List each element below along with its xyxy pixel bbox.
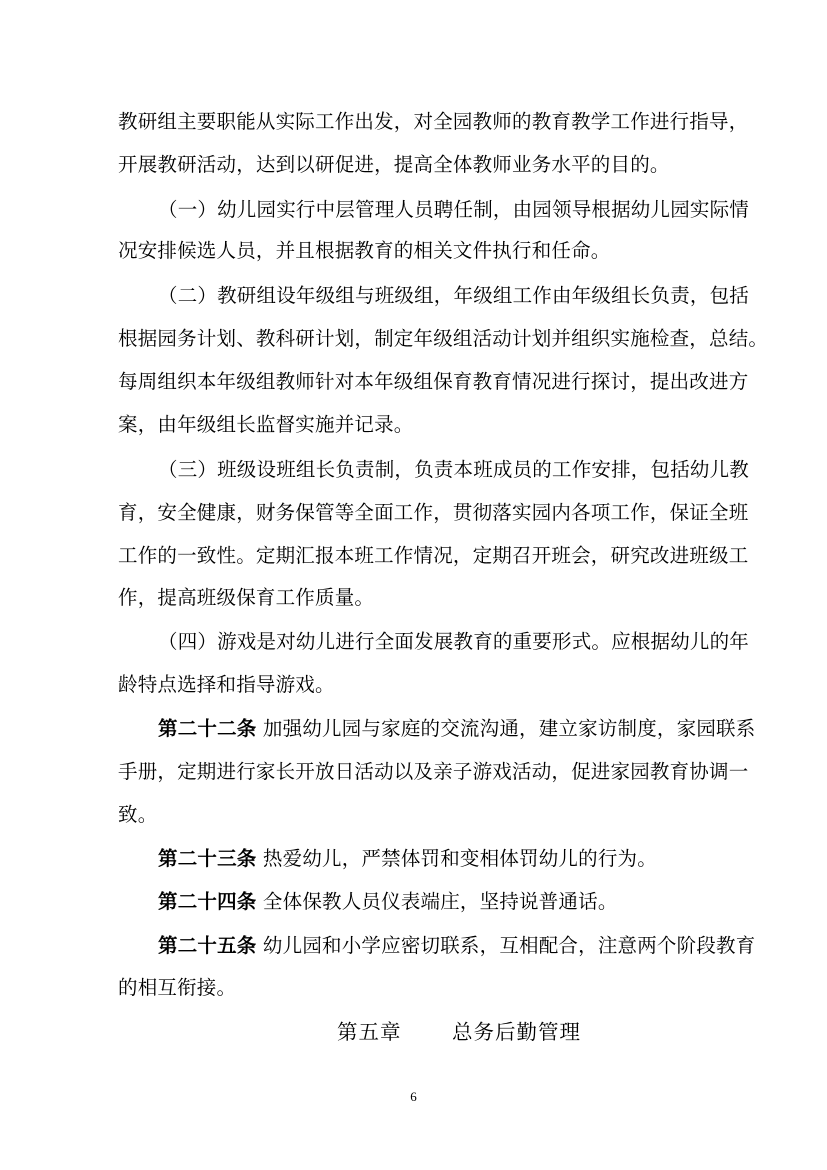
paragraph-line: （四）游戏是对幼儿进行全面发展教育的重要形式。应根据幼儿的年 — [158, 630, 750, 653]
paragraph-line: 根据园务计划、教科研计划，制定年级组活动计划并组织实施检查，总结。 — [118, 327, 769, 350]
paragraph-line: （二）教研组设年级组与班级组，年级组工作由年级组长负责，包括 — [158, 284, 750, 307]
paragraph-line: 工作的一致性。定期汇报本班工作情况，定期召开班会，研究改进班级工 — [118, 544, 749, 567]
paragraph-line: 况安排候选人员，并且根据教育的相关文件执行和任命。 — [118, 239, 611, 262]
article-25 — [158, 931, 798, 961]
article-text: 幼儿园和小学应密切联系，互相配合，注意两个阶段教育 — [262, 934, 756, 957]
article-number: 第二十五条 — [158, 934, 257, 957]
article-number: 第二十二条 — [158, 717, 257, 740]
chapter-number: 第五章 — [337, 1020, 402, 1044]
paragraph-line: 案，由年级组长监督实施并记录。 — [118, 413, 414, 436]
paragraph-line: 龄特点选择和指导游戏。 — [118, 673, 335, 696]
article-22 — [158, 714, 798, 744]
paragraph-line: 手册，定期进行家长开放日活动以及亲子游戏活动，促进家园教育协调一 — [118, 760, 749, 783]
paragraph-line: 开展教研活动，达到以研促进，提高全体教师业务水平的目的。 — [118, 153, 670, 176]
paragraph-line: （一）幼儿园实行中层管理人员聘任制，由园领导根据幼儿园实际情 — [158, 198, 750, 221]
article-text: 加强幼儿园与家庭的交流沟通，建立家访制度，家园联系 — [262, 717, 756, 740]
article-text: 全体保教人员仪表端庄，坚持说普通话。 — [262, 890, 618, 913]
paragraph-line: 育，安全健康，财务保管等全面工作，贯彻落实园内各项工作，保证全班 — [118, 501, 749, 524]
article-number: 第二十四条 — [158, 890, 257, 913]
paragraph-line: 教研组主要职能从实际工作出发，对全园教师的教育教学工作进行指导， — [118, 110, 749, 133]
paragraph-line: 作，提高班级保育工作质量。 — [118, 586, 375, 609]
paragraph-line: 的相互衔接。 — [118, 976, 237, 999]
article-number: 第二十三条 — [158, 847, 257, 870]
paragraph-line: （三）班级设班组长负责制，负责本班成员的工作安排，包括幼儿教 — [158, 458, 750, 481]
page-number: 6 — [410, 1089, 417, 1104]
article-23 — [158, 844, 798, 874]
paragraph-line: 每周组织本年级组教师针对本年级组保育教育情况进行探讨，提出改进方 — [118, 370, 749, 393]
article-24 — [158, 887, 798, 917]
paragraph-line: 致。 — [118, 803, 158, 826]
chapter-title: 总务后勤管理 — [452, 1020, 581, 1044]
article-text: 热爱幼儿，严禁体罚和变相体罚幼儿的行为。 — [262, 847, 657, 870]
